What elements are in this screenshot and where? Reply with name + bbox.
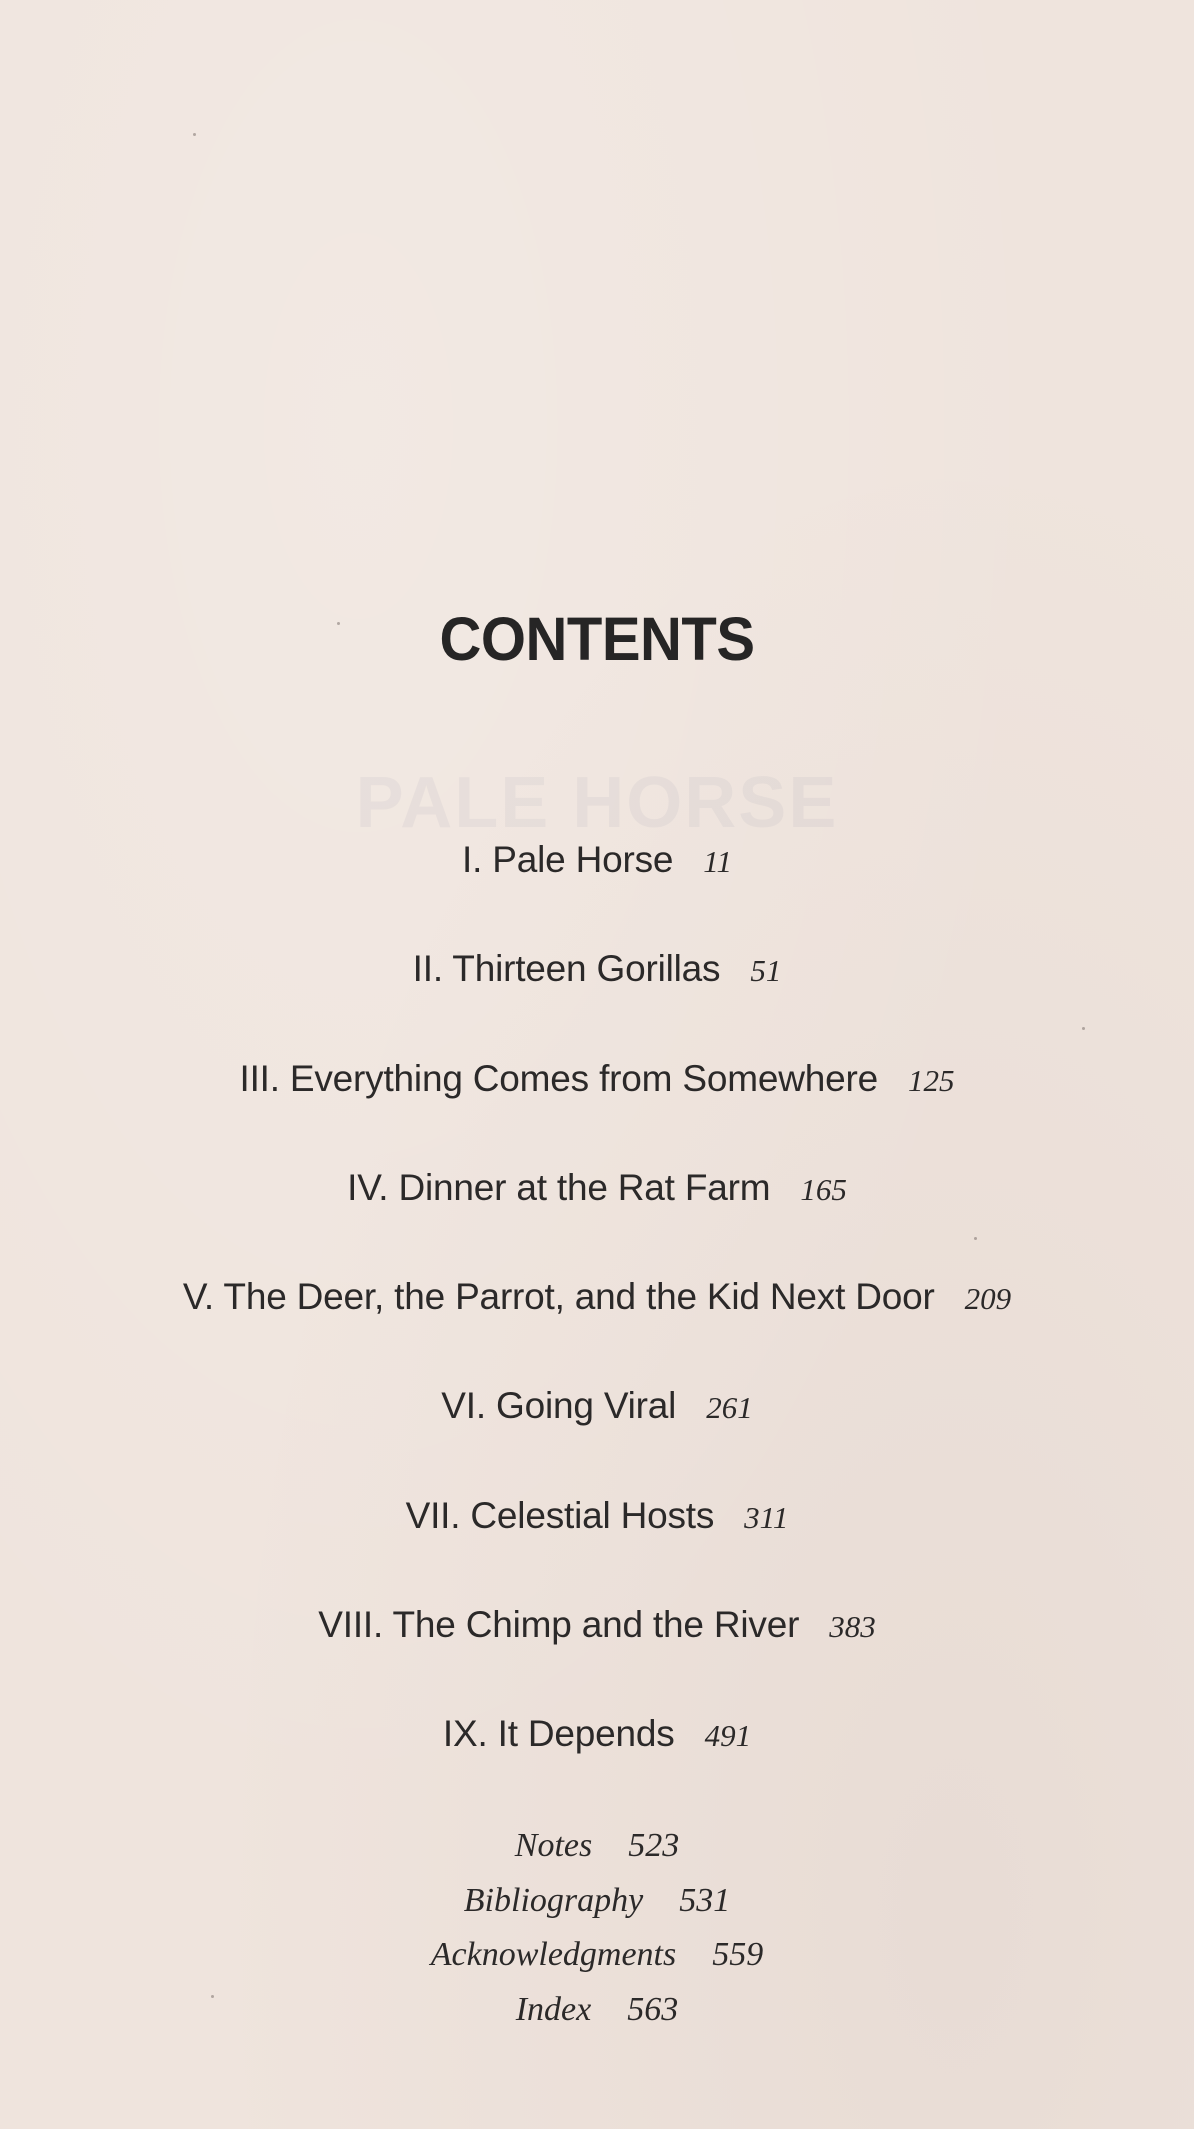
- chapter-title: VI. Going Viral: [441, 1385, 677, 1427]
- chapter-title: II. Thirteen Gorillas: [412, 948, 721, 990]
- chapter-page-number: 311: [744, 1499, 789, 1535]
- chapter-entry: [0, 1604, 1194, 1713]
- show-through-text: PALE HORSE: [355, 763, 839, 843]
- chapter-entry: [0, 1713, 1194, 1822]
- paper-speck: [193, 133, 196, 136]
- back-matter-title: Bibliography: [463, 1881, 644, 1919]
- back-matter-list: [0, 1827, 1194, 2045]
- chapter-entry: [0, 1495, 1194, 1604]
- chapter-entry: [0, 1385, 1194, 1494]
- chapter-entry: [0, 1167, 1194, 1276]
- back-matter-title: Notes: [514, 1827, 593, 1864]
- page-title: CONTENTS: [439, 605, 755, 674]
- paper-speck: [337, 622, 340, 625]
- chapter-page-number: 125: [907, 1062, 955, 1098]
- chapter-title: VIII. The Chimp and the River: [318, 1604, 800, 1646]
- paper-speck: [974, 1237, 977, 1240]
- back-matter-page-number: 559: [712, 1936, 764, 1973]
- chapter-title: VII. Celestial Hosts: [405, 1494, 715, 1536]
- chapter-page-number: 491: [704, 1718, 752, 1754]
- chapter-page-number: 209: [964, 1281, 1012, 1317]
- chapter-entry: [0, 839, 1194, 948]
- back-matter-title: Index: [515, 1990, 592, 2028]
- chapter-entry: [0, 1058, 1194, 1167]
- chapter-title: IX. It Depends: [442, 1713, 675, 1755]
- chapter-title: I. Pale Horse: [462, 839, 674, 880]
- chapter-page-number: 165: [800, 1171, 847, 1207]
- back-matter-page-number: 531: [679, 1881, 731, 1919]
- chapter-title: III. Everything Comes from Somewhere: [239, 1057, 878, 1099]
- back-matter-entry: [0, 1882, 1194, 1937]
- chapter-page-number: 11: [703, 844, 732, 879]
- chapter-page-number: 51: [750, 953, 782, 989]
- chapter-title: IV. Dinner at the Rat Farm: [347, 1166, 771, 1208]
- chapter-entry: [0, 1276, 1194, 1385]
- back-matter-entry: [0, 1936, 1194, 1991]
- chapter-title: V. The Deer, the Parrot, and the Kid Next Door: [182, 1276, 935, 1318]
- back-matter-page-number: 523: [628, 1827, 680, 1864]
- paper-speck: [1082, 1027, 1085, 1030]
- back-matter-title: Acknowledgments: [430, 1936, 677, 1973]
- chapter-entry: [0, 948, 1194, 1057]
- back-matter-page-number: 563: [627, 1990, 679, 2028]
- back-matter-entry: [0, 1991, 1194, 2046]
- back-matter-entry: [0, 1827, 1194, 1882]
- paper-speck: [211, 1995, 214, 1998]
- chapter-list: [0, 839, 1194, 1823]
- chapter-page-number: 261: [706, 1390, 753, 1426]
- chapter-page-number: 383: [829, 1609, 876, 1645]
